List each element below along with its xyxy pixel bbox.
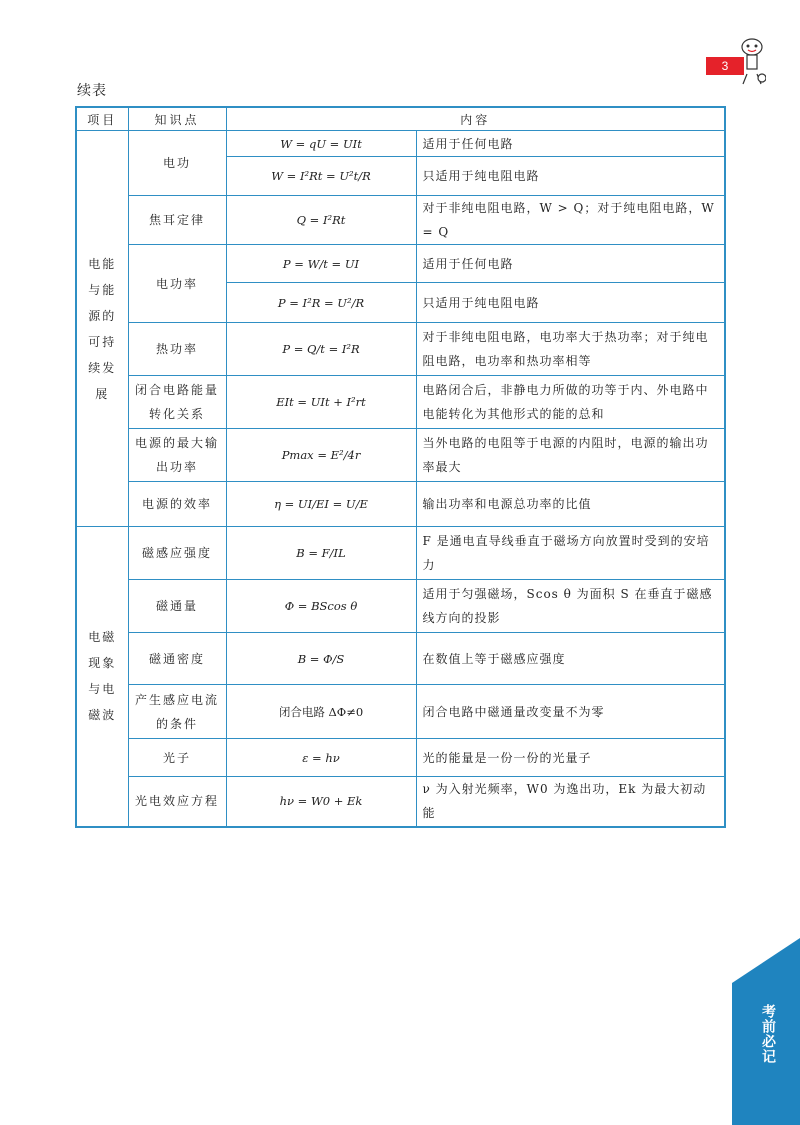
desc-cell: 适用于匀强磁场，Scos θ 为面积 S 在垂直于磁感线方向的投影 bbox=[416, 580, 725, 633]
formula-cell: ε = hν bbox=[226, 739, 416, 777]
formula-cell: P = W/t = UI bbox=[226, 245, 416, 283]
desc-cell: 电路闭合后，非静电力所做的功等于内、外电路中电能转化为其他形式的能的总和 bbox=[416, 376, 725, 429]
topic-cell: 光子 bbox=[128, 739, 226, 777]
desc-cell: 当外电路的电阻等于电源的内阻时，电源的输出功率最大 bbox=[416, 429, 725, 482]
formula-cell: P = Q/t = I²R bbox=[226, 323, 416, 376]
table-row bbox=[76, 245, 725, 283]
desc-cell: 适用于任何电路 bbox=[416, 131, 725, 157]
table-row bbox=[76, 685, 725, 739]
table-row bbox=[76, 323, 725, 376]
desc-cell: 只适用于纯电阻电路 bbox=[416, 157, 725, 196]
table-row bbox=[76, 739, 725, 777]
table-row bbox=[76, 482, 725, 527]
table-row bbox=[76, 196, 725, 245]
topic-cell: 磁通密度 bbox=[128, 633, 226, 685]
desc-cell: 对于非纯电阻电路，W > Q；对于纯电阻电路，W = Q bbox=[416, 196, 725, 245]
desc-cell: 只适用于纯电阻电路 bbox=[416, 283, 725, 323]
formula-cell: η = UI/EI = U/E bbox=[226, 482, 416, 527]
desc-cell: 输出功率和电源总功率的比值 bbox=[416, 482, 725, 527]
header-content: 内容 bbox=[226, 107, 725, 131]
desc-cell: 闭合电路中磁通量改变量不为零 bbox=[416, 685, 725, 739]
formula-cell: P = I²R = U²/R bbox=[226, 283, 416, 323]
table-row bbox=[76, 527, 725, 580]
topic-cell: 磁通量 bbox=[128, 580, 226, 633]
topic-cell: 闭合电路能量转化关系 bbox=[128, 376, 226, 429]
formula-cell: Q = I²Rt bbox=[226, 196, 416, 245]
formula-cell: Pmax = E²/4r bbox=[226, 429, 416, 482]
formula-cell: Φ = BScos θ bbox=[226, 580, 416, 633]
topic-cell: 电功 bbox=[128, 131, 226, 196]
table-row bbox=[76, 429, 725, 482]
formula-cell: W = I²Rt = U²t/R bbox=[226, 157, 416, 196]
table-header-row bbox=[76, 107, 725, 131]
table-row bbox=[76, 580, 725, 633]
desc-cell: ν 为入射光频率，W0 为逸出功，Ek 为最大初动能 bbox=[416, 777, 725, 827]
desc-cell: 适用于任何电路 bbox=[416, 245, 725, 283]
formula-cell: hν = W0 + Ek bbox=[226, 777, 416, 827]
category-cell: 电磁现象与电磁波 bbox=[76, 527, 128, 827]
formula-cell: W = qU = UIt bbox=[226, 131, 416, 157]
topic-cell: 光电效应方程 bbox=[128, 777, 226, 827]
header-knowledge: 知识点 bbox=[128, 107, 226, 131]
table-row bbox=[76, 376, 725, 429]
header-project: 项目 bbox=[76, 107, 128, 131]
category-cell: 电能与能源的可持续发展 bbox=[76, 131, 128, 527]
formula-cell: EIt = UIt + I²rt bbox=[226, 376, 416, 429]
side-tab-label: 考前必记 bbox=[760, 1004, 776, 1064]
table-row bbox=[76, 777, 725, 827]
knowledge-table bbox=[75, 106, 726, 828]
desc-cell: 在数值上等于磁感应强度 bbox=[416, 633, 725, 685]
continuation-label: 续表 bbox=[77, 83, 107, 99]
table-row bbox=[76, 633, 725, 685]
desc-cell: 对于非纯电阻电路，电功率大于热功率；对于纯电阻电路，电功率和热功率相等 bbox=[416, 323, 725, 376]
desc-cell: F 是通电直导线垂直于磁场方向放置时受到的安培力 bbox=[416, 527, 725, 580]
topic-cell: 焦耳定律 bbox=[128, 196, 226, 245]
page-number: 3 bbox=[706, 57, 744, 75]
formula-cell: 闭合电路 ΔΦ≠0 bbox=[226, 685, 416, 739]
topic-cell: 电功率 bbox=[128, 245, 226, 323]
cartoon-mascot-icon bbox=[738, 38, 766, 88]
table-row bbox=[76, 131, 725, 157]
formula-cell: B = F/IL bbox=[226, 527, 416, 580]
topic-cell: 电源的效率 bbox=[128, 482, 226, 527]
desc-cell: 光的能量是一份一份的光量子 bbox=[416, 739, 725, 777]
topic-cell: 产生感应电流的条件 bbox=[128, 685, 226, 739]
topic-cell: 电源的最大输出功率 bbox=[128, 429, 226, 482]
topic-cell: 磁感应强度 bbox=[128, 527, 226, 580]
topic-cell: 热功率 bbox=[128, 323, 226, 376]
formula-cell: B = Φ/S bbox=[226, 633, 416, 685]
